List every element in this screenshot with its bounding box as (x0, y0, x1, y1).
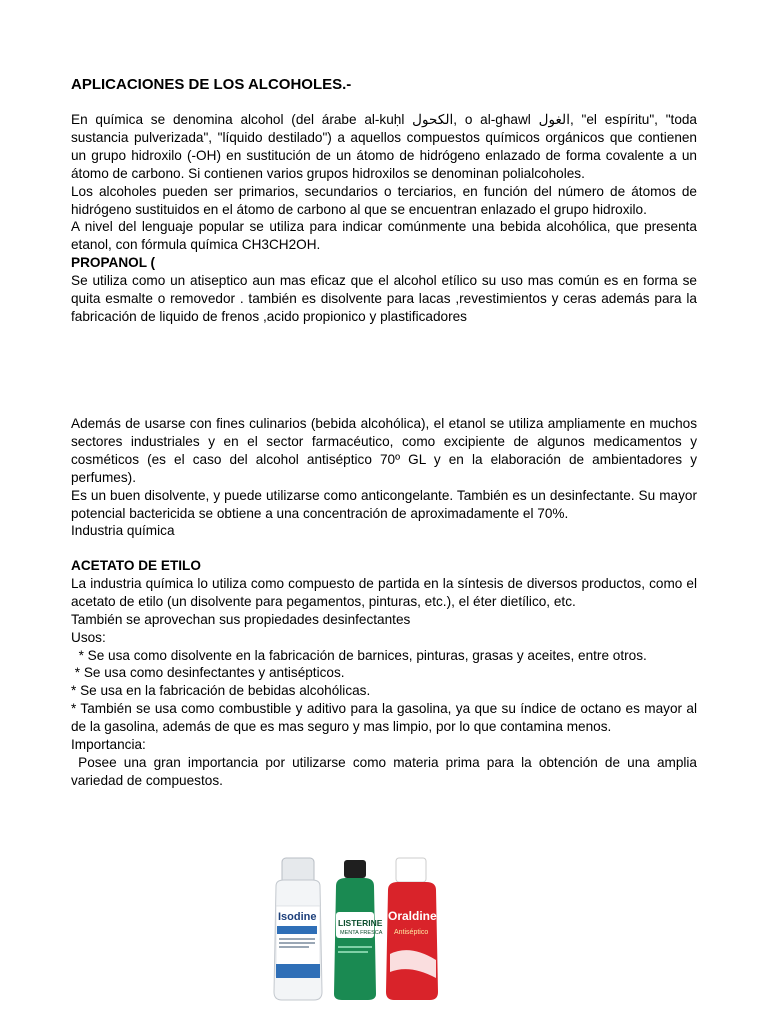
ethanol-paragraph-2: Es un buen disolvente, y puede utilizarse como anticongelante. También es un desinfectante. Su mayor potencial bactericida se obtiene a una concentración de aproximadamente el 70%. (71, 487, 697, 521)
isodine-label: Isodine (278, 911, 317, 923)
intro-paragraph-1: En química se denomina alcohol (del árabe al-kuḥl الكحول, o al-ghawl الغول, "el espíritu", "toda sustancia pulverizada", "líquido destilado") a aquellos compuestos químicos orgánicos que contienen un grupo hidroxilo (-OH) en sustitución de un átomo de hidrógeno enlazado de forma covalente a un átomo de carbono. Si contienen varios grupos hidroxilos se denominan polialcoholes. (71, 112, 697, 181)
importancia-label: Importancia: (71, 737, 146, 753)
oraldine-sub-label: Antiséptico (394, 929, 429, 936)
ethanol-paragraph-1: Además de usarse con fines culinarios (bebida alcohólica), el etanol se utiliza ampliamente en muchos sectores industriales y en el sector farmacéutico, como excipiente de algunos medicamentos y cosméticos (es el caso del alcohol antiséptico 70º GL y en la elaboración de ambientadores y perfumes). (71, 416, 697, 485)
usos-item-3: * Se usa en la fabricación de bebidas alcohólicas. (71, 683, 371, 699)
usos-item-4: * También se usa como combustible y aditivo para la gasolina, ya que su índice de octano es mayor al de la gasolina, además de que es mas seguro y mas limpio, por lo que contamina menos. (71, 701, 697, 735)
intro-paragraph-3: A nivel del lenguaje popular se utiliza para indicar comúnmente una bebida alcohólica, que presenta etanol, con fórmula química CH3CH2OH. (71, 219, 697, 253)
acetato-paragraph-2: También se aprovechan sus propiedades desinfectantes (71, 611, 411, 627)
oraldine-bottle (386, 858, 438, 1000)
intro-paragraph-2: Los alcoholes pueden ser primarios, secundarios o terciarios, en función del número de átomos de hidrógeno sustituidos en el átomo de carbono al que se encuentran enlazado el grupo hidroxilo. (71, 183, 697, 217)
importancia-paragraph: Posee una gran importancia por utilizarse como materia prima para la obtención de una amplia variedad de compuestos. (71, 754, 701, 788)
usos-item-2: * Se usa como desinfectantes y antisépticos. (71, 665, 345, 681)
acetato-section (71, 557, 701, 790)
propanol-heading: PROPANOL ( (71, 255, 156, 271)
listerine-label: LISTERINE (338, 918, 383, 928)
document-title: APLICACIONES DE LOS ALCOHOLES.- (71, 76, 352, 93)
products-photo (270, 856, 450, 1002)
propanol-paragraph: Se utiliza como un atiseptico aun mas eficaz que el alcohol etílico su uso mas común es en forma se quita esmalte o removedor . también es disolvente para lacas ,revestimientos y ceras además para la fabricación de liquido de frenos ,acido propionico y plastificadores (71, 273, 697, 324)
usos-label: Usos: (71, 629, 106, 645)
oraldine-label: Oraldine (388, 909, 437, 923)
acetato-paragraph-1: La industria química lo utiliza como compuesto de partida en la síntesis de diversos productos, como el acetato de etilo (un disolvente para pegamentos, pinturas, etc.), el éter dietílico, etc. (71, 575, 697, 609)
listerine-bottle (334, 860, 383, 1000)
ethanol-paragraph-3: Industria química (71, 523, 175, 539)
ethanol-section (71, 415, 697, 540)
acetato-heading: ACETATO DE ETILO (71, 558, 201, 573)
listerine-sub-label: MENTA FRESCA (340, 930, 383, 936)
intro-section (71, 111, 697, 326)
usos-item-1: * Se usa como disolvente en la fabricación de barnices, pinturas, grasas y aceites, entre otros. (71, 647, 647, 663)
isodine-bottle (274, 858, 322, 1000)
